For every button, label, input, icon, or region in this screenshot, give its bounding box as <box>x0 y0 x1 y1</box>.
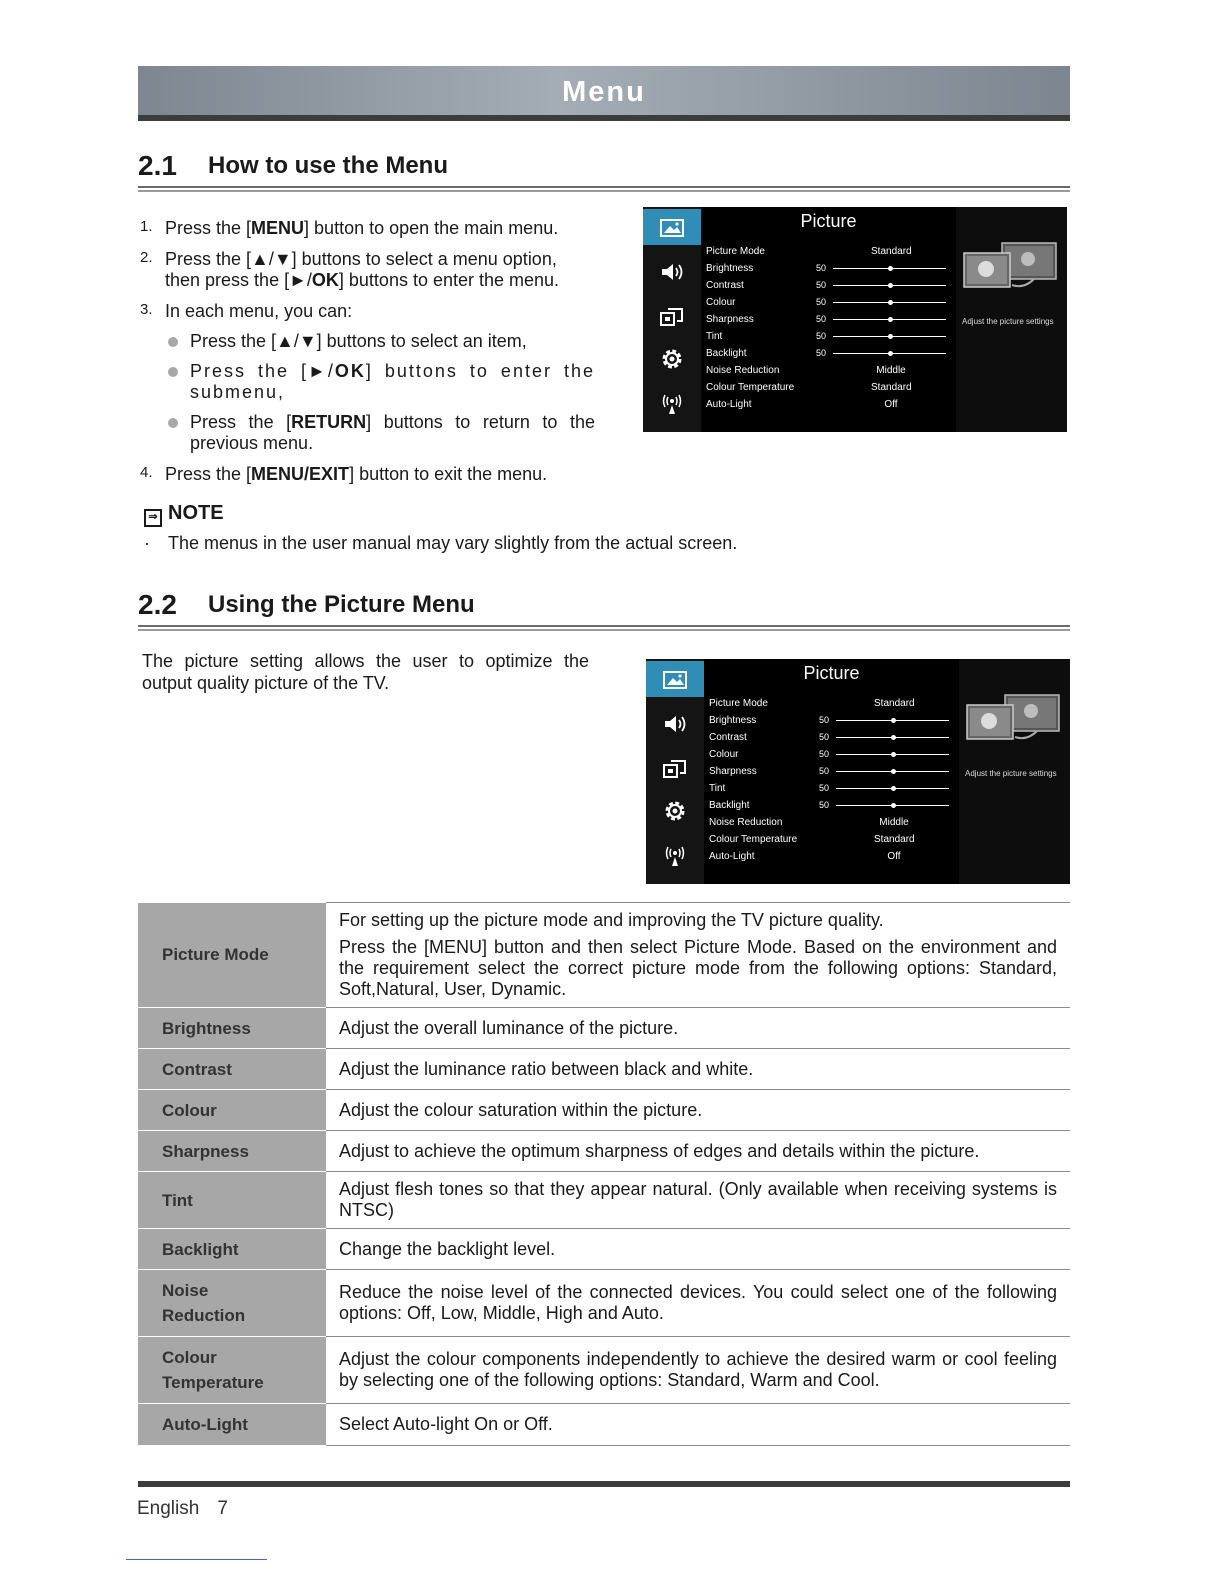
substep-2 <box>140 361 595 403</box>
setting-description <box>326 1270 1070 1337</box>
tv-preview-pane <box>959 659 1070 884</box>
tv-slider-knob[interactable] <box>891 769 896 774</box>
channel-icon[interactable] <box>646 750 704 786</box>
tv-row-number: 50 <box>816 314 827 324</box>
table-row <box>138 1229 1070 1270</box>
tv-slider-knob[interactable] <box>888 266 893 271</box>
tv-menu-row[interactable] <box>706 277 956 294</box>
step-key: OK <box>311 270 339 290</box>
step-text: In each menu, you can: <box>165 301 353 321</box>
tv-slider-knob[interactable] <box>888 334 893 339</box>
setting-name: Backlight <box>138 1229 326 1270</box>
description-paragraph: For setting up the picture mode and improving the TV picture quality. <box>339 910 884 930</box>
description-paragraph: Change the backlight level. <box>339 1238 556 1259</box>
page-footer <box>137 1498 228 1520</box>
tv-menu-row[interactable] <box>709 712 959 729</box>
substep-1 <box>140 331 595 352</box>
setting-description <box>326 1229 1070 1270</box>
tv-row-value: Standard <box>871 246 912 257</box>
bullet-dot <box>168 337 178 347</box>
tv-row-label: Backlight <box>706 348 747 359</box>
tv-row-number: 50 <box>816 348 827 358</box>
tv-slider-knob[interactable] <box>888 317 893 322</box>
setting-description <box>326 1172 1070 1229</box>
tv-row-value: Standard <box>874 834 915 845</box>
tv-menu-row[interactable] <box>706 243 956 260</box>
tv-row-number: 50 <box>819 715 830 725</box>
note-heading <box>144 502 224 526</box>
tv-row-label: Colour Temperature <box>706 382 795 393</box>
setting-name: Sharpness <box>138 1131 326 1172</box>
settings-icon[interactable] <box>643 340 701 376</box>
tv-slider-knob[interactable] <box>891 735 896 740</box>
section-title: Using the Picture Menu <box>208 591 475 618</box>
step-1 <box>140 218 595 239</box>
tv-row-value: Off <box>887 851 901 862</box>
setting-description <box>326 1404 1070 1446</box>
picture-icon[interactable] <box>646 661 704 697</box>
preview-caption: Adjust the picture settings <box>965 769 1057 778</box>
step-3 <box>140 301 595 322</box>
tv-menu-row[interactable] <box>709 814 959 831</box>
tv-sidebar <box>646 659 704 884</box>
description-paragraph: Adjust the colour saturation within the picture. <box>339 1099 703 1120</box>
page-number: 7 <box>217 1498 228 1519</box>
setting-description <box>326 1337 1070 1404</box>
step-4 <box>140 464 595 485</box>
table-row <box>138 1172 1070 1229</box>
setting-name: Tint <box>138 1172 326 1229</box>
tv-row-value: Middle <box>876 365 906 376</box>
setting-description <box>326 1008 1070 1049</box>
network-icon[interactable] <box>646 837 704 873</box>
step-text: Press the [▲/▼] buttons to select a menu option, then press the [►/ <box>165 249 557 290</box>
picture-settings-table <box>138 902 1070 1446</box>
tv-row-value: Standard <box>871 382 912 393</box>
setting-description <box>326 1049 1070 1090</box>
setting-description <box>326 1090 1070 1131</box>
preview-caption: Adjust the picture settings <box>962 317 1054 326</box>
tv-row-label: Tint <box>706 331 723 342</box>
setting-name <box>138 1270 326 1337</box>
step-number: 2. <box>140 249 153 266</box>
setting-name <box>138 1337 326 1404</box>
tv-menu-row[interactable] <box>709 831 959 848</box>
substep-text: ] buttons to enter the submenu, <box>190 361 595 402</box>
note-text: The menus in the user manual may vary slightly from the actual screen. <box>168 533 738 553</box>
tv-row-label: Picture Mode <box>709 698 768 709</box>
bottom-link-underline <box>126 1559 267 1560</box>
sound-icon[interactable] <box>646 705 704 741</box>
tv-row-label: Contrast <box>706 280 744 291</box>
tv-menu-row[interactable] <box>706 328 956 345</box>
channel-icon[interactable] <box>643 298 701 334</box>
description-paragraph: Reduce the noise level of the connected devices. You could select one of the following options: Off, Low, Middle, High and Auto. <box>339 1282 1057 1323</box>
tv-row-number: 50 <box>819 732 830 742</box>
tv-row-label: Backlight <box>709 800 750 811</box>
step-number: 3. <box>140 301 153 318</box>
tv-menu-row[interactable] <box>709 729 959 746</box>
tv-picture-menu-screenshot <box>643 207 1067 432</box>
footer-language: English <box>137 1498 200 1519</box>
tv-row-label: Brightness <box>706 263 754 274</box>
tv-row-label: Picture Mode <box>706 246 765 257</box>
tv-menu-row[interactable] <box>706 311 956 328</box>
tv-menu-row[interactable] <box>709 780 959 797</box>
tv-row-number: 50 <box>816 331 827 341</box>
section-title: How to use the Menu <box>208 152 448 179</box>
note-body <box>144 533 737 554</box>
tv-row-label: Colour <box>706 297 736 308</box>
tv-row-value: Off <box>884 399 898 410</box>
tv-row-label: Colour <box>709 749 739 760</box>
tv-row-value: Standard <box>874 698 915 709</box>
setting-name-line: Reduction <box>162 1306 246 1325</box>
picture-icon[interactable] <box>643 209 701 245</box>
description-paragraph: Adjust the overall luminance of the picture. <box>339 1017 679 1038</box>
setting-name-line: Colour <box>162 1348 217 1367</box>
step-text: ] button to exit the menu. <box>349 464 548 484</box>
sound-icon[interactable] <box>643 253 701 289</box>
table-row <box>138 903 1070 1008</box>
tv-menu-row[interactable] <box>706 345 956 362</box>
table-row <box>138 1337 1070 1404</box>
tv-row-number: 50 <box>816 263 827 273</box>
preview-image-icon <box>965 693 1061 743</box>
step-text: ] buttons to enter the menu. <box>338 270 560 290</box>
description-paragraph: Adjust flesh tones so that they appear natural. (Only available when receiving systems is NTSC) <box>339 1179 1057 1220</box>
table-row <box>138 1049 1070 1090</box>
setting-name-line: Temperature <box>162 1373 264 1392</box>
setting-name-line: Noise <box>162 1281 209 1300</box>
section-rule <box>138 625 1070 631</box>
tv-menu-title: Picture <box>803 663 860 683</box>
note-bullet: · <box>144 533 150 553</box>
tv-row-label: Contrast <box>709 732 747 743</box>
settings-icon[interactable] <box>646 792 704 828</box>
setting-name: Contrast <box>138 1049 326 1090</box>
tv-row-number: 50 <box>819 749 830 759</box>
tv-row-label: Colour Temperature <box>709 834 798 845</box>
section-number: 2.2 <box>138 589 177 620</box>
substep-text: ] buttons to return to the previous menu. <box>190 412 595 453</box>
section-number: 2.1 <box>138 150 177 181</box>
bullet-dot <box>168 367 178 377</box>
description-paragraph: Press the [MENU] button and then select Picture Mode. Based on the environment and the requirement select the correct picture mode from the following options: Standard, Soft,Natural, User, Dynamic. <box>339 937 1057 999</box>
setting-name: Picture Mode <box>138 903 326 1008</box>
tv-row-label: Auto-Light <box>706 399 752 410</box>
tv-sidebar <box>643 207 701 432</box>
substep-text: Press the [ <box>190 412 292 432</box>
step-key: MENU <box>251 218 305 238</box>
tv-row-number: 50 <box>816 280 827 290</box>
description-paragraph: Select Auto-light On or Off. <box>339 1414 553 1434</box>
table-row <box>138 1404 1070 1446</box>
steps-list <box>140 218 595 495</box>
table-row <box>138 1270 1070 1337</box>
step-text: ] button to open the main menu. <box>304 218 559 238</box>
tv-menu-row[interactable] <box>709 848 959 865</box>
tv-row-label: Sharpness <box>709 766 757 777</box>
tv-menu-row[interactable] <box>706 294 956 311</box>
tv-menu-row[interactable] <box>709 695 959 712</box>
setting-name: Brightness <box>138 1008 326 1049</box>
step-2 <box>140 249 595 291</box>
intro-paragraph: The picture setting allows the user to optimize the output quality picture of the TV. <box>142 651 589 693</box>
note-title: NOTE <box>168 502 224 524</box>
tv-row-value: Middle <box>879 817 909 828</box>
preview-image-icon <box>962 241 1058 291</box>
tv-slider-knob[interactable] <box>888 283 893 288</box>
footer-rule <box>138 1481 1070 1487</box>
tv-slider-knob[interactable] <box>891 718 896 723</box>
description-paragraph: Adjust to achieve the optimum sharpness of edges and details within the picture. <box>339 1140 980 1161</box>
tv-menu-row[interactable] <box>709 746 959 763</box>
description-paragraph: Adjust the luminance ratio between black and white. <box>339 1058 754 1079</box>
tv-row-label: Noise Reduction <box>709 817 783 828</box>
tv-slider-knob[interactable] <box>891 786 896 791</box>
menu-banner <box>138 66 1070 121</box>
setting-name: Colour <box>138 1090 326 1131</box>
tv-row-number: 50 <box>819 800 830 810</box>
network-icon[interactable] <box>643 385 701 421</box>
setting-name: Auto-Light <box>138 1404 326 1446</box>
substep-3 <box>140 412 595 454</box>
description-paragraph: Adjust the colour components independently to achieve the desired warm or cool feeling by selecting one of the following options: Standard, Warm and Cool. <box>339 1349 1057 1390</box>
tv-row-label: Tint <box>709 783 726 794</box>
tv-picture-menu-screenshot <box>646 659 1070 884</box>
tv-menu-row[interactable] <box>706 379 956 396</box>
tv-menu-row[interactable] <box>706 260 956 277</box>
tv-menu-title: Picture <box>800 211 857 231</box>
step-key: MENU/EXIT <box>251 464 350 484</box>
tv-row-label: Auto-Light <box>709 851 755 862</box>
tv-slider-knob[interactable] <box>888 300 893 305</box>
tv-row-number: 50 <box>819 783 830 793</box>
step-text: Press the [ <box>165 464 252 484</box>
tv-menu-row[interactable] <box>706 396 956 413</box>
substep-key: OK <box>334 361 366 381</box>
table-row <box>138 1008 1070 1049</box>
tv-slider-knob[interactable] <box>891 803 896 808</box>
step-number: 4. <box>140 464 153 481</box>
step-number: 1. <box>140 218 153 235</box>
tv-menu-row[interactable] <box>709 763 959 780</box>
tv-menu-row[interactable] <box>709 797 959 814</box>
tv-row-number: 50 <box>819 766 830 776</box>
tv-row-label: Noise Reduction <box>706 365 780 376</box>
section-rule <box>138 186 1070 192</box>
tv-row-label: Sharpness <box>706 314 754 325</box>
setting-description <box>326 903 1070 1008</box>
note-icon: ⇒ <box>144 509 162 527</box>
banner-title: Menu <box>562 76 646 108</box>
tv-slider-knob[interactable] <box>888 351 893 356</box>
tv-row-number: 50 <box>816 297 827 307</box>
step-text: Press the [ <box>165 218 252 238</box>
substep-key: RETURN <box>291 412 367 432</box>
table-row <box>138 1131 1070 1172</box>
substep-text: Press the [▲/▼] buttons to select an item, <box>190 331 527 351</box>
table-row <box>138 1090 1070 1131</box>
substep-text: Press the [►/ <box>190 361 335 381</box>
tv-slider-knob[interactable] <box>891 752 896 757</box>
tv-menu-row[interactable] <box>706 362 956 379</box>
tv-row-label: Brightness <box>709 715 757 726</box>
setting-description <box>326 1131 1070 1172</box>
tv-preview-pane <box>956 207 1067 432</box>
bullet-dot <box>168 418 178 428</box>
